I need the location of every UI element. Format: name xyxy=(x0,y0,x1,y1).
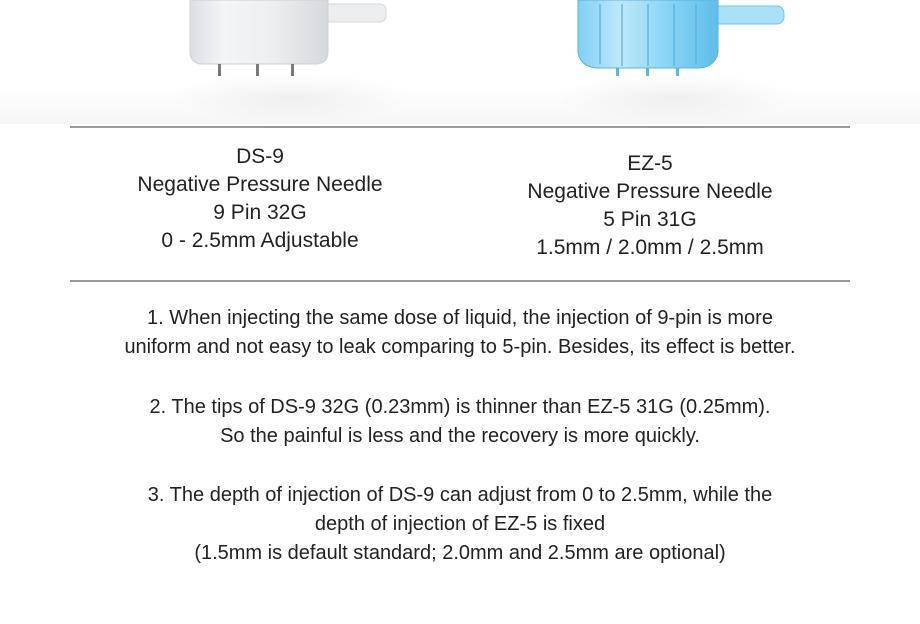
note-1 xyxy=(40,304,880,362)
note-1-line-1: 1. When injecting the same dose of liquid, the injection of 9-pin is more xyxy=(147,307,773,329)
note-3-line-2: depth of injection of EZ-5 is fixed xyxy=(314,513,606,535)
divider-bottom xyxy=(70,280,850,282)
note-3-line-1: 3. The depth of injection of DS-9 can adjust from 0 to 2.5mm, while the xyxy=(147,484,773,506)
note-2-line-2: So the painful is less and the recovery is more quickly. xyxy=(220,425,700,447)
ez5-pins: 5 Pin 31G xyxy=(603,208,697,231)
ds9-pins: 9 Pin 32G xyxy=(213,201,307,224)
ds9-spec-block xyxy=(70,143,450,255)
ez5-type: Negative Pressure Needle xyxy=(527,180,773,203)
ez5-spec-block xyxy=(460,150,840,262)
ez5-cartridge-image xyxy=(578,0,784,76)
note-1-line-2: uniform and not easy to leak comparing to 5-pin. Besides, its effect is better. xyxy=(124,336,796,358)
product-images xyxy=(0,0,920,124)
divider-top xyxy=(70,126,850,128)
ds9-cartridge-image xyxy=(190,0,386,76)
note-2 xyxy=(40,393,880,451)
ds9-depth: 0 - 2.5mm Adjustable xyxy=(161,229,359,252)
note-2-line-1: 2. The tips of DS-9 32G (0.23mm) is thinner than EZ-5 31G (0.25mm). xyxy=(149,396,771,418)
note-3-line-3: (1.5mm is default standard; 2.0mm and 2.5mm are optional) xyxy=(194,542,726,564)
ez5-model: EZ-5 xyxy=(627,152,673,175)
product-image-strip xyxy=(0,0,920,124)
ds9-model: DS-9 xyxy=(236,145,284,168)
ez5-depth: 1.5mm / 2.0mm / 2.5mm xyxy=(536,236,764,259)
note-3 xyxy=(40,481,880,568)
ds9-type: Negative Pressure Needle xyxy=(137,173,383,196)
